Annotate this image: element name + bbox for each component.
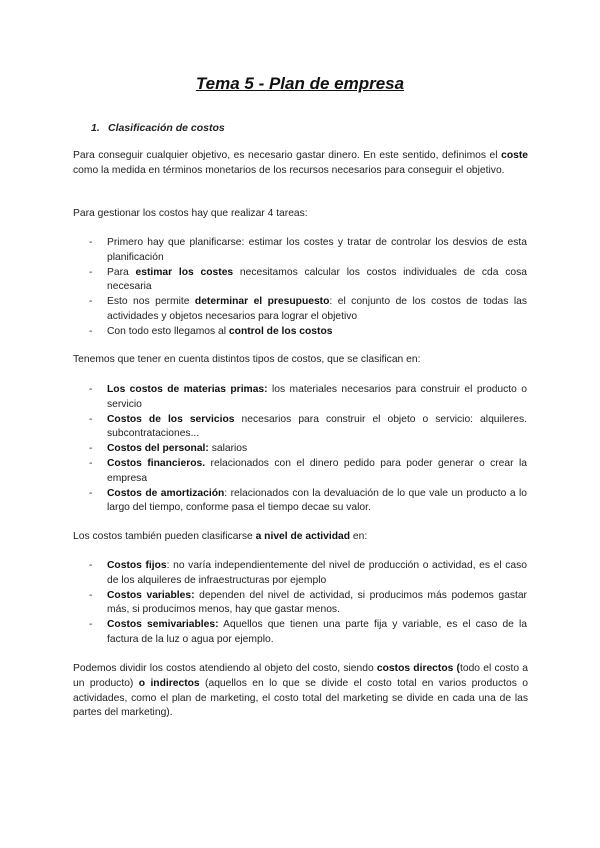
item-text-post: Aquellos que tienen una parte fija y variable, es el caso de la factura de la luz o agua por ejemplo.: [107, 619, 528, 645]
activity-intro: [73, 530, 528, 545]
item-text-bold: Costos del personal:: [107, 443, 209, 455]
item-text-pre: Con todo esto llegamos al: [107, 325, 229, 337]
dash-bullet: -: [89, 560, 93, 571]
activity-intro-post: en:: [350, 531, 368, 542]
types-list: [89, 383, 527, 516]
item-text-post: : relacionados con la devaluación de lo que vale un producto a lo largo del tiempo, conforme pasa el tiempo decae su valor.: [107, 487, 527, 514]
closing-text-mid: todo el costo a un producto): [73, 663, 528, 689]
list-item: [89, 325, 527, 340]
document-title: Tema 5 - Plan de empresa: [195, 74, 405, 93]
activity-intro-bold: a nivel de actividad: [255, 531, 351, 542]
dash-bullet: -: [89, 413, 93, 425]
activity-intro-pre: Los costos también pueden clasificarse: [73, 531, 256, 542]
list-item: [89, 383, 527, 413]
intro-text-bold: coste: [501, 150, 528, 161]
list-item: [89, 559, 527, 589]
tasks-intro: Para gestionar los costos hay que realizar 4 tareas:: [73, 208, 308, 219]
item-text-bold: Costos fijos: [107, 560, 167, 571]
item-text-post: : el conjunto de los costos de todas las actividades y objetos necesarios para lograr el objetivo: [107, 296, 527, 322]
list-item: [89, 295, 527, 325]
closing-text-bold-1: costos directos (: [376, 663, 460, 674]
dash-bullet: -: [89, 237, 93, 248]
dash-bullet: -: [89, 619, 93, 631]
item-text-bold: Los costos de materias primas:: [107, 384, 268, 395]
list-item: [89, 266, 527, 296]
activity-list: [89, 559, 527, 648]
item-text-post: salarios: [208, 443, 248, 455]
types-intro: Tenemos que tener en cuenta distintos tipos de costos, que se clasifican en:: [73, 354, 421, 365]
item-text-bold: Costos financieros.: [107, 457, 206, 469]
closing-text-bold-2: o indirectos: [138, 677, 200, 689]
item-text-post: necesitamos calcular los costos individuales de cda cosa necesaria: [107, 266, 527, 293]
item-text-post: : no varía independientemente del nivel de producción o actividad, es el caso de los alquileres de infraestructuras por ejemplo: [107, 560, 527, 586]
item-text-bold: control de los costos: [228, 325, 333, 337]
intro-paragraph: [73, 149, 528, 179]
item-text-bold: Costos semivariables:: [107, 619, 219, 631]
list-item: [89, 413, 527, 443]
tasks-list: [89, 236, 527, 340]
list-item: [89, 589, 527, 619]
dash-bullet: -: [89, 384, 93, 395]
item-text-bold: estimar los costes: [135, 266, 234, 278]
dash-bullet: -: [89, 457, 93, 469]
closing-paragraph: [73, 662, 528, 721]
item-text-bold: Costos variables:: [107, 589, 195, 601]
item-text: Primero hay que planificarse: estimar los costes y tratar de controlar los desvios de esta planificación: [107, 237, 527, 263]
list-item: [89, 457, 527, 487]
section-label: Clasificación de costos: [108, 122, 225, 134]
dash-bullet: -: [89, 589, 93, 601]
list-item: [89, 236, 527, 266]
intro-text-post: como la medida en términos monetarios de los recursos necesarios para conseguir el objetivo.: [73, 164, 505, 176]
list-item: [89, 618, 527, 648]
list-item: [89, 442, 527, 457]
section-number: 1.: [91, 122, 100, 134]
item-text-bold: Costos de los servicios: [107, 413, 235, 425]
dash-bullet: -: [89, 325, 93, 337]
item-text-pre: Esto nos permite: [107, 296, 195, 308]
dash-bullet: -: [89, 487, 93, 499]
item-text-post: dependen del nivel de actividad, si producimos más podemos gastar más, si producimos menos, hay que gastar menos.: [107, 589, 527, 616]
closing-text-pre: Podemos dividir los costos atendiendo al objeto del costo, siendo: [73, 663, 377, 674]
item-text-post: relacionados con el dinero pedido para poder generar o crear la empresa: [107, 457, 527, 484]
dash-bullet: -: [89, 443, 93, 455]
closing-text-post: (aquellos en lo que se divide el costo total en varios productos o actividades, como el plan de marketing, el costo total del marketing se divide en cada una de las partes del marketing).: [73, 677, 528, 719]
item-text-bold: determinar el presupuesto: [194, 296, 330, 308]
list-item: [89, 487, 527, 517]
item-text-post: los materiales necesarios para construir el producto o servicio: [107, 384, 527, 410]
item-text-post: necesarios para construir el objeto o servicio: alquileres. subcontrataciones...: [107, 413, 527, 440]
item-text-pre: Para: [107, 266, 136, 278]
intro-text-pre: Para conseguir cualquier objetivo, es necesario gastar dinero. En este sentido, definimos el: [73, 150, 502, 161]
item-text-bold: Costos de amortización: [107, 487, 225, 499]
section-heading: [91, 122, 225, 135]
dash-bullet: -: [89, 266, 93, 278]
dash-bullet: -: [89, 296, 93, 308]
